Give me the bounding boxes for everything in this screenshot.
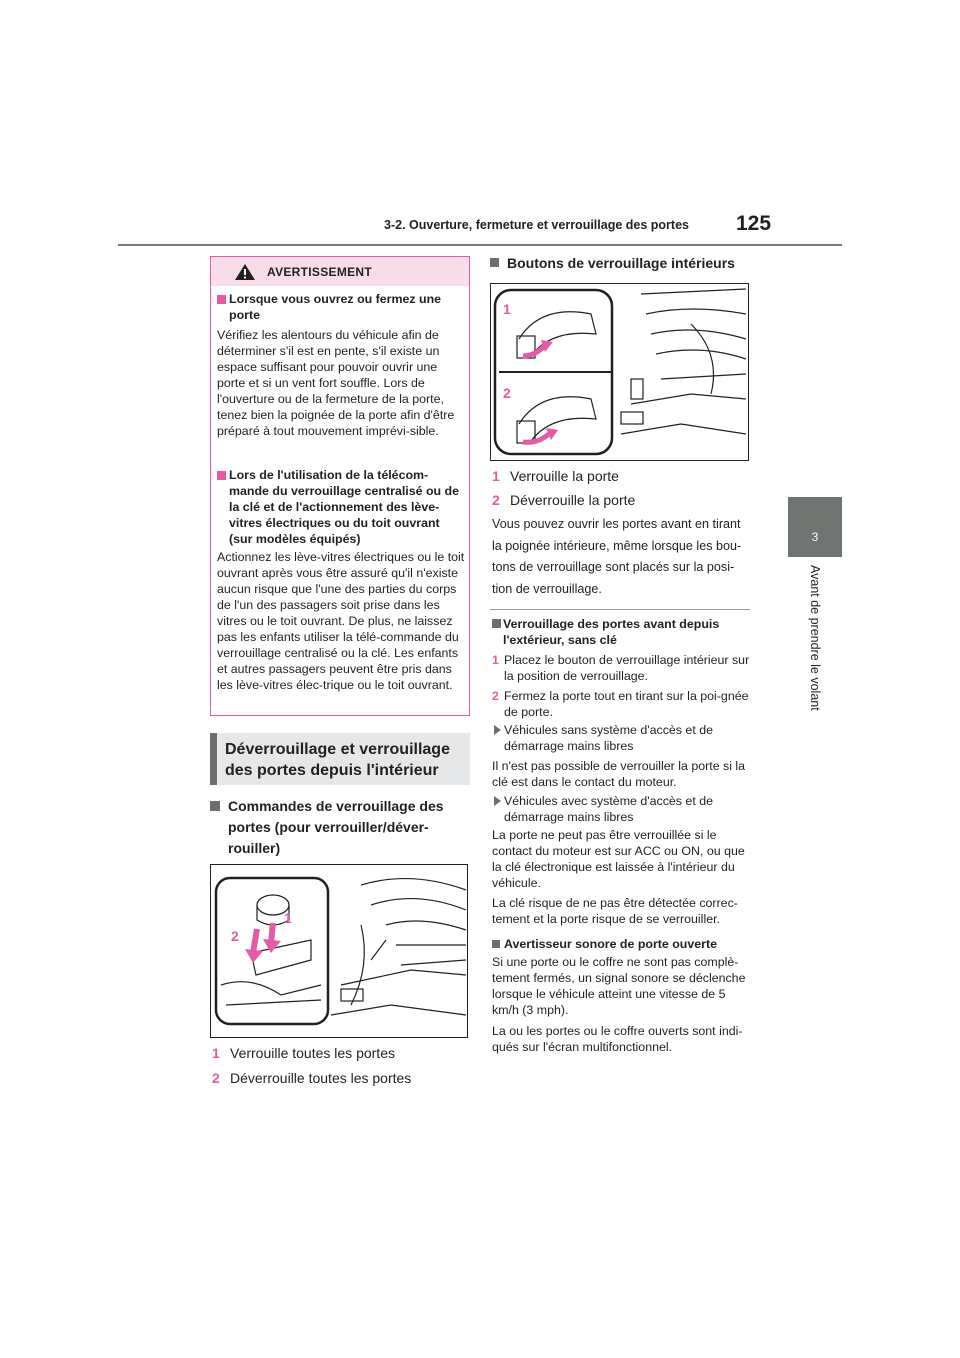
item-text: Verrouille la porte bbox=[510, 468, 619, 484]
warning-block1-text: Vérifiez les alentours du véhicule afin de déterminer s'il est en pente, s'il existe un espace suffisant pour pouvoir ouvrir une porte et si un vent fort souffle. Lors de l'ouverture ou de la fermeture de la porte, tenez bien la poignée de la porte afin d'être préparé à tout mouvement imprévi-sible. bbox=[217, 328, 455, 438]
warning-header bbox=[211, 257, 469, 286]
step-text: Fermez la porte tout en tirant sur la poi-gnée de porte. bbox=[504, 689, 749, 719]
inside-item-2 bbox=[492, 490, 635, 510]
warning-block2-text: Actionnez les lève-vitres électriques ou le toit ouvrant après vous être assuré qu'il n'existe aucun risque que l'une des parties du corps de l'un des passagers soit prise dans les vitres ou le toit ouvrant. De plus, ne laissez pas les enfants utiliser la télé-commande du verrouillage centralisé ou la clé. Les enfants et autres passagers peuvent être pris dans les lève-vitres élec-trique ou le toit ouvrant. bbox=[217, 550, 465, 692]
divider bbox=[490, 609, 750, 610]
figure-label-1: 1 bbox=[503, 301, 511, 317]
bullet-square-icon bbox=[492, 940, 500, 948]
item-text: Verrouille toutes les portes bbox=[230, 1045, 395, 1061]
inside-buttons-note: Vous pouvez ouvrir les portes avant en tirant la poignée intérieure, même lorsque les bou-tons de verrouillage sont placés sur la posi-tion de verrouillage. bbox=[492, 517, 742, 596]
outside-step-1 bbox=[492, 652, 750, 684]
chapter-number: 3 bbox=[811, 530, 819, 544]
bullet-square-icon bbox=[490, 258, 499, 267]
inside-buttons-heading bbox=[490, 255, 735, 271]
outside-lock-heading bbox=[492, 616, 750, 648]
case2-text2: La clé risque de ne pas être détectée correc-tement et la porte risque de se verrouiller. bbox=[492, 896, 738, 926]
item-number: 1 bbox=[212, 1045, 220, 1061]
chapter-label: Avant de prendre le volant bbox=[808, 565, 822, 711]
door-alarm-text2: La ou les portes ou le coffre ouverts sont indi-qués sur l'écran multifonctionnel. bbox=[492, 1024, 743, 1054]
item-number: 1 bbox=[492, 468, 500, 484]
door-lock-switch-figure bbox=[210, 864, 468, 1038]
warning-box bbox=[210, 256, 470, 716]
bullet-square-icon bbox=[210, 801, 220, 811]
inside-lock-button-illustration bbox=[491, 284, 748, 460]
triangle-bullet-icon bbox=[494, 725, 501, 735]
door-lock-switch-illustration bbox=[211, 865, 467, 1037]
triangle-bullet-icon bbox=[494, 796, 501, 806]
section-title-line2: des portes depuis l'intérieur bbox=[225, 762, 439, 779]
section-title bbox=[225, 739, 450, 781]
case1-text: Il n'est pas possible de verrouiller la porte si la clé est dans le contact du moteur. bbox=[492, 759, 746, 789]
case2-label-text: Véhicules avec système d'accès et de démarrage mains libres bbox=[504, 794, 713, 824]
section-header-title: 3-2. Ouverture, fermeture et verrouillage des portes bbox=[384, 218, 689, 232]
figure-label-1: 1 bbox=[284, 910, 292, 926]
item-number: 2 bbox=[492, 492, 500, 508]
warning-block2-title: Lors de l'utilisation de la télécom-mande du verrouillage centralisé ou de la clé et de l'actionnement des lève-vitres électriques ou du toit ouvrant (sur modèles équipés) bbox=[229, 468, 459, 546]
section-bar bbox=[210, 733, 217, 785]
warning-block1-title: Lorsque vous ouvrez ou fermez une porte bbox=[229, 292, 442, 322]
item-text: Déverrouille la porte bbox=[510, 492, 636, 508]
section-title-line1: Déverrouillage et verrouillage bbox=[225, 741, 450, 758]
commands-item-1 bbox=[212, 1043, 395, 1063]
step-text: Placez le bouton de verrouillage intérieur sur la position de verrouillage. bbox=[504, 653, 750, 683]
bullet-square-icon bbox=[217, 471, 226, 480]
commands-item-2 bbox=[212, 1068, 411, 1088]
step-number: 1 bbox=[492, 653, 499, 667]
inside-buttons-title: Boutons de verrouillage intérieurs bbox=[507, 255, 735, 271]
door-alarm-heading bbox=[492, 937, 717, 951]
bullet-square-icon bbox=[492, 619, 501, 628]
commands-heading bbox=[210, 796, 465, 859]
figure-label-2: 2 bbox=[503, 385, 511, 401]
case1-label bbox=[492, 722, 750, 754]
warning-icon bbox=[234, 263, 256, 281]
figure-label-2: 2 bbox=[231, 928, 239, 944]
outside-step-2 bbox=[492, 688, 750, 720]
step-number: 2 bbox=[492, 689, 499, 703]
commands-title: Commandes de verrouillage des portes (pour verrouiller/déver-rouiller) bbox=[228, 798, 444, 856]
door-alarm-text1: Si une porte ou le coffre ne sont pas complè-tement fermés, un signal sonore se déclenche lorsque le véhicule atteint une vitesse de 5 km/h (3 mph). bbox=[492, 955, 746, 1017]
header-rule bbox=[118, 244, 842, 246]
chapter-tab bbox=[788, 497, 842, 557]
case2-label bbox=[492, 793, 750, 825]
page-number: 125 bbox=[736, 212, 772, 235]
door-alarm-title: Avertisseur sonore de porte ouverte bbox=[504, 937, 718, 951]
case1-label-text: Véhicules sans système d'accès et de démarrage mains libres bbox=[504, 723, 713, 753]
warning-heading: AVERTISSEMENT bbox=[267, 265, 373, 279]
item-text: Déverrouille toutes les portes bbox=[230, 1070, 412, 1086]
case2-text: La porte ne peut pas être verrouillée si le contact du moteur est sur ACC ou ON, ou que la clé électronique est laissée à l'intérieur du véhicule. bbox=[492, 828, 745, 890]
inside-lock-button-figure bbox=[490, 283, 749, 461]
item-number: 2 bbox=[212, 1070, 220, 1086]
outside-lock-title: Verrouillage des portes avant depuis l'extérieur, sans clé bbox=[503, 617, 720, 647]
bullet-square-icon bbox=[217, 295, 226, 304]
inside-item-1 bbox=[492, 466, 619, 486]
section-title-box bbox=[210, 733, 470, 785]
